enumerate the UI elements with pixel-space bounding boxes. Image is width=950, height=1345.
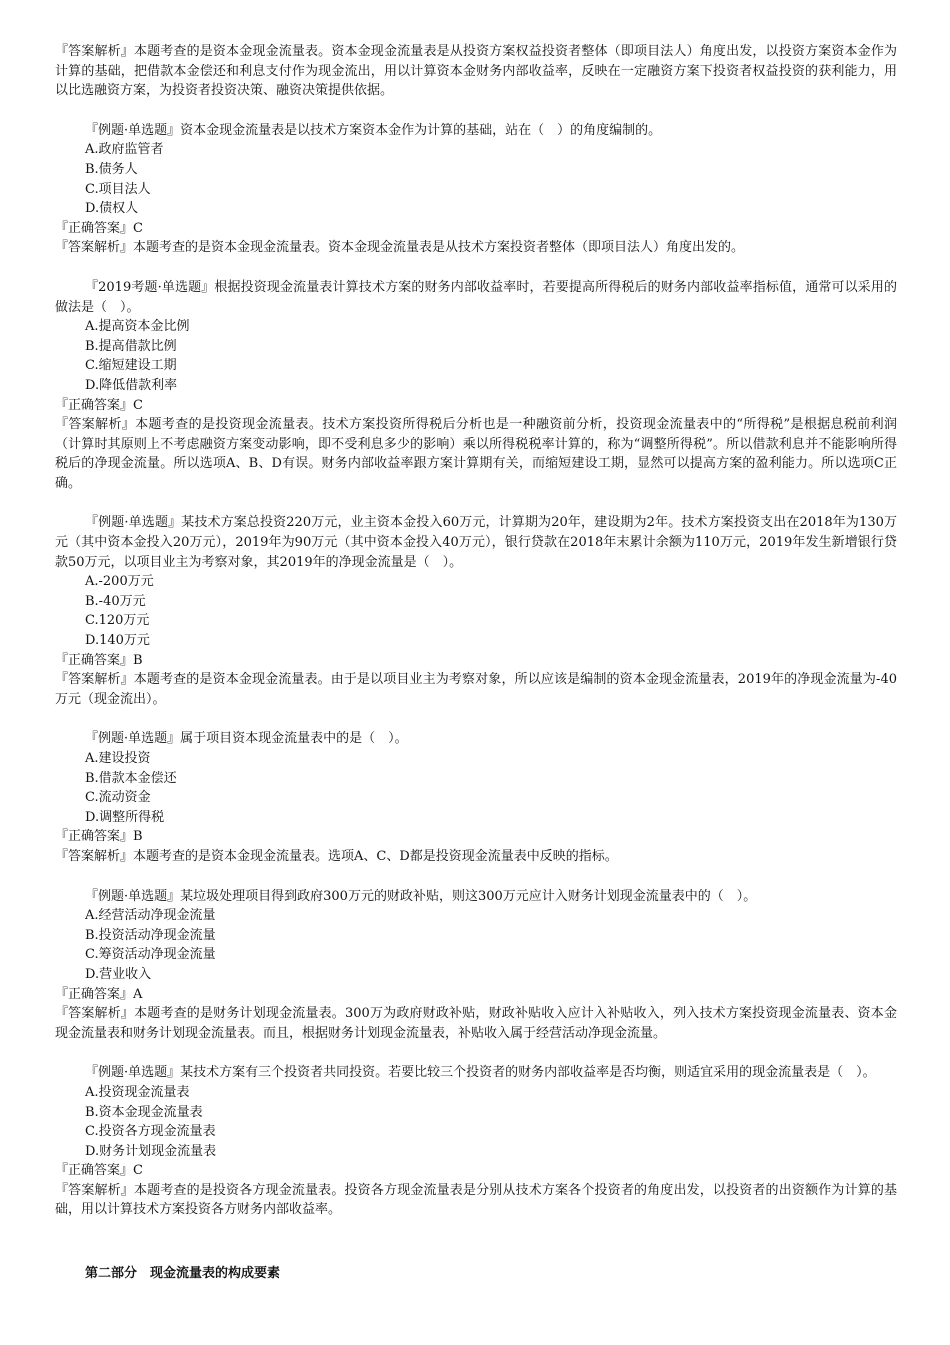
option-c: C.筹资活动净现金流量 — [85, 947, 216, 963]
option-d: D.财务计划现金流量表 — [85, 1143, 217, 1159]
question-stem: 『例题·单选题』属于项目资本现金流量表中的是（ ）。 — [85, 731, 408, 747]
answer-analysis: 『答案解析』本题考查的是资本金现金流量表。由于是以项目业主为考察对象，所以应该是编制的资本金现金流量表，2019年的净现金流量为-40万元（现金流出）。 — [55, 672, 897, 707]
option-b: B.投资活动净现金流量 — [85, 927, 216, 943]
option-b: B.资本金现金流量表 — [85, 1104, 203, 1120]
answer-analysis: 『答案解析』本题考查的是投资各方现金流量表。投资各方现金流量表是分别从技术方案各个投资者的角度出发，以投资者的出资额作为计算的基础，用以计算技术方案投资各方财务内部收益率。 — [55, 1182, 897, 1218]
question-stem: 『2019考题·单选题』根据投资现金流量表计算技术方案的财务内部收益率时，若要提高所得税后的财务内部收益率指标值，通常可以采用的做法是（ ）。 — [55, 279, 897, 315]
option-a: A.提高资本金比例 — [85, 319, 190, 335]
option-b: B.-40万元 — [85, 593, 146, 609]
option-c: C.投资各方现金流量表 — [85, 1124, 216, 1140]
option-d: D.调整所得税 — [85, 809, 165, 825]
question-block — [55, 1063, 897, 1220]
question-block — [55, 121, 897, 258]
correct-answer: 『正确答案』B — [55, 652, 143, 668]
option-c: C.项目法人 — [85, 181, 151, 197]
option-d: D.140万元 — [85, 633, 150, 649]
option-d: D.债权人 — [85, 201, 139, 217]
option-d: D.降低借款利率 — [85, 377, 178, 393]
option-a: A.-200万元 — [85, 574, 154, 590]
question-block — [55, 729, 897, 866]
question-stem: 『例题·单选题』资本金现金流量表是以技术方案资本金作为计算的基础，站在（ ）的角度编制的。 — [85, 122, 662, 138]
option-b: B.借款本金偿还 — [85, 770, 177, 786]
question-block — [55, 887, 897, 1044]
option-c: C.120万元 — [85, 613, 150, 629]
option-c: C.缩短建设工期 — [85, 358, 177, 374]
option-c: C.流动资金 — [85, 790, 151, 806]
option-a: A.投资现金流量表 — [85, 1084, 190, 1100]
correct-answer: 『正确答案』B — [55, 829, 143, 845]
question-block — [55, 278, 897, 494]
option-a: A.经营活动净现金流量 — [85, 908, 216, 924]
answer-analysis: 『答案解析』本题考查的是投资现金流量表。技术方案投资所得税后分析也是一种融资前分析，投资现金流量表中的“所得税”是根据息税前利润（计算时其原则上不考虑融资方案变动影响，即不受利息多少的影响）乘以所得税税率计算的，称为“调整所得税”。所以借款利息并不能影响所得税后的净现金流量。所以选项A、B、D有误。财务内部收益率跟方案计算期有关，而缩短建设工期，显然可以提高方案的盈利能力。所以选项C正确。 — [55, 417, 897, 491]
intro-analysis: 『答案解析』本题考查的是资本金现金流量表。资本金现金流量表是从投资方案权益投资者整体（即项目法人）角度出发，以投资方案资本金作为计算的基础，把借款本金偿还和利息支付作为现金流出，用以计算资本金财务内部收益率，反映在一定融资方案下投资者权益投资的获利能力，用以比选融资方案，为投资者投资决策、融资决策提供依据。 — [55, 44, 897, 99]
correct-answer: 『正确答案』C — [55, 397, 143, 413]
question-block — [55, 513, 897, 709]
document-page — [55, 42, 897, 1284]
option-a: A.政府监管者 — [85, 142, 164, 158]
section-heading: 第二部分 现金流量表的构成要素 — [85, 1266, 281, 1282]
option-d: D.营业收入 — [85, 966, 152, 982]
option-b: B.债务人 — [85, 161, 138, 177]
answer-analysis: 『答案解析』本题考查的是资本金现金流量表。选项A、C、D都是投资现金流量表中反映的指标。 — [55, 848, 618, 864]
correct-answer: 『正确答案』C — [55, 1163, 143, 1179]
question-stem: 『例题·单选题』某垃圾处理项目得到政府300万元的财政补贴，则这300万元应计入财务计划现金流量表中的（ ）。 — [85, 888, 757, 904]
correct-answer: 『正确答案』C — [55, 220, 143, 236]
question-stem: 『例题·单选题』某技术方案总投资220万元，业主资本金投入60万元，计算期为20年，建设期为2年。技术方案投资支出在2018年为130万元（其中资本金投入20万元），2019年为90万元（其中资本金投入40万元），银行贷款在2018年末累计余额为110万元，2019年发生新增银行贷款50万元，以项目业主为考察对象，其2019年的净现金流量是（ ）。 — [55, 515, 897, 570]
option-a: A.建设投资 — [85, 751, 151, 766]
correct-answer: 『正确答案』A — [55, 986, 143, 1002]
option-b: B.提高借款比例 — [85, 338, 177, 354]
answer-analysis: 『答案解析』本题考查的是资本金现金流量表。资本金现金流量表是从技术方案投资者整体（即项目法人）角度出发的。 — [55, 240, 745, 256]
question-stem: 『例题·单选题』某技术方案有三个投资者共同投资。若要比较三个投资者的财务内部收益率是否均衡，则适宜采用的现金流量表是（ ）。 — [85, 1065, 876, 1081]
answer-analysis: 『答案解析』本题考查的是财务计划现金流量表。300万为政府财政补贴，财政补贴收入应计入补贴收入，列入技术方案投资现金流量表、资本金现金流量表和财务计划现金流量表。而且，根据财务计划现金流量表，补贴收入属于经营活动净现金流量。 — [55, 1006, 897, 1041]
